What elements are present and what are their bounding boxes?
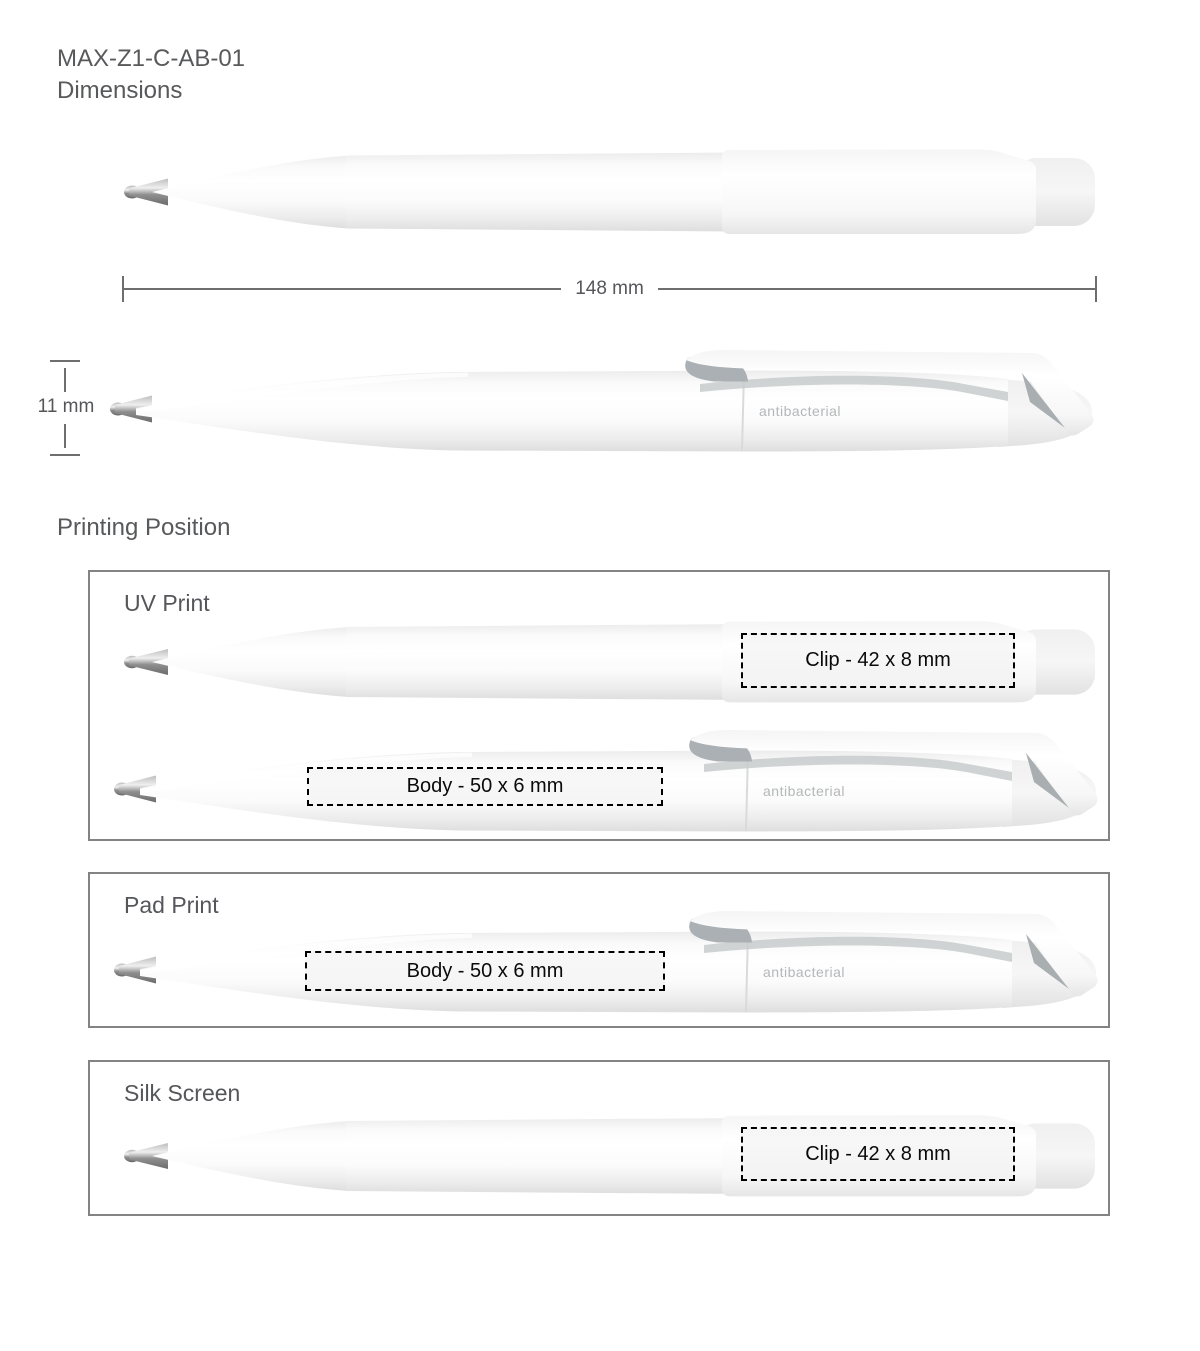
dimension-line (64, 424, 66, 448)
print-area-label: Body - 50 x 6 mm (406, 775, 564, 797)
pen-top-view-illustration (122, 142, 1097, 242)
dimension-tick (50, 360, 80, 362)
dimension-line (658, 288, 1095, 290)
page-title: MAX-Z1-C-AB-01 (57, 45, 246, 72)
print-box-title: UV Print (124, 590, 210, 616)
print-area-clip (741, 1127, 1015, 1181)
print-area-body (305, 951, 665, 991)
page-subtitle: Dimensions (57, 77, 183, 104)
printing-position-heading: Printing Position (57, 514, 231, 541)
height-dimension-label: 11 mm (37, 396, 95, 417)
length-dimension (122, 276, 1097, 302)
print-area-label: Clip - 42 x 8 mm (805, 1142, 951, 1165)
length-dimension-label: 148 mm (575, 278, 644, 299)
dimension-tick (1095, 276, 1097, 302)
print-area-label: Body - 50 x 6 mm (406, 959, 564, 982)
height-dimension (30, 360, 102, 456)
pen-side-view-illustration (108, 346, 1096, 458)
dimension-line (64, 368, 66, 392)
print-area-clip (741, 633, 1015, 688)
dimension-line (124, 288, 561, 290)
print-area-label: Clip - 42 x 8 mm (805, 649, 951, 671)
print-area-body (307, 767, 663, 806)
print-box-title: Silk Screen (124, 1080, 241, 1106)
dimension-tick (50, 454, 80, 456)
print-box-title: Pad Print (124, 892, 219, 918)
